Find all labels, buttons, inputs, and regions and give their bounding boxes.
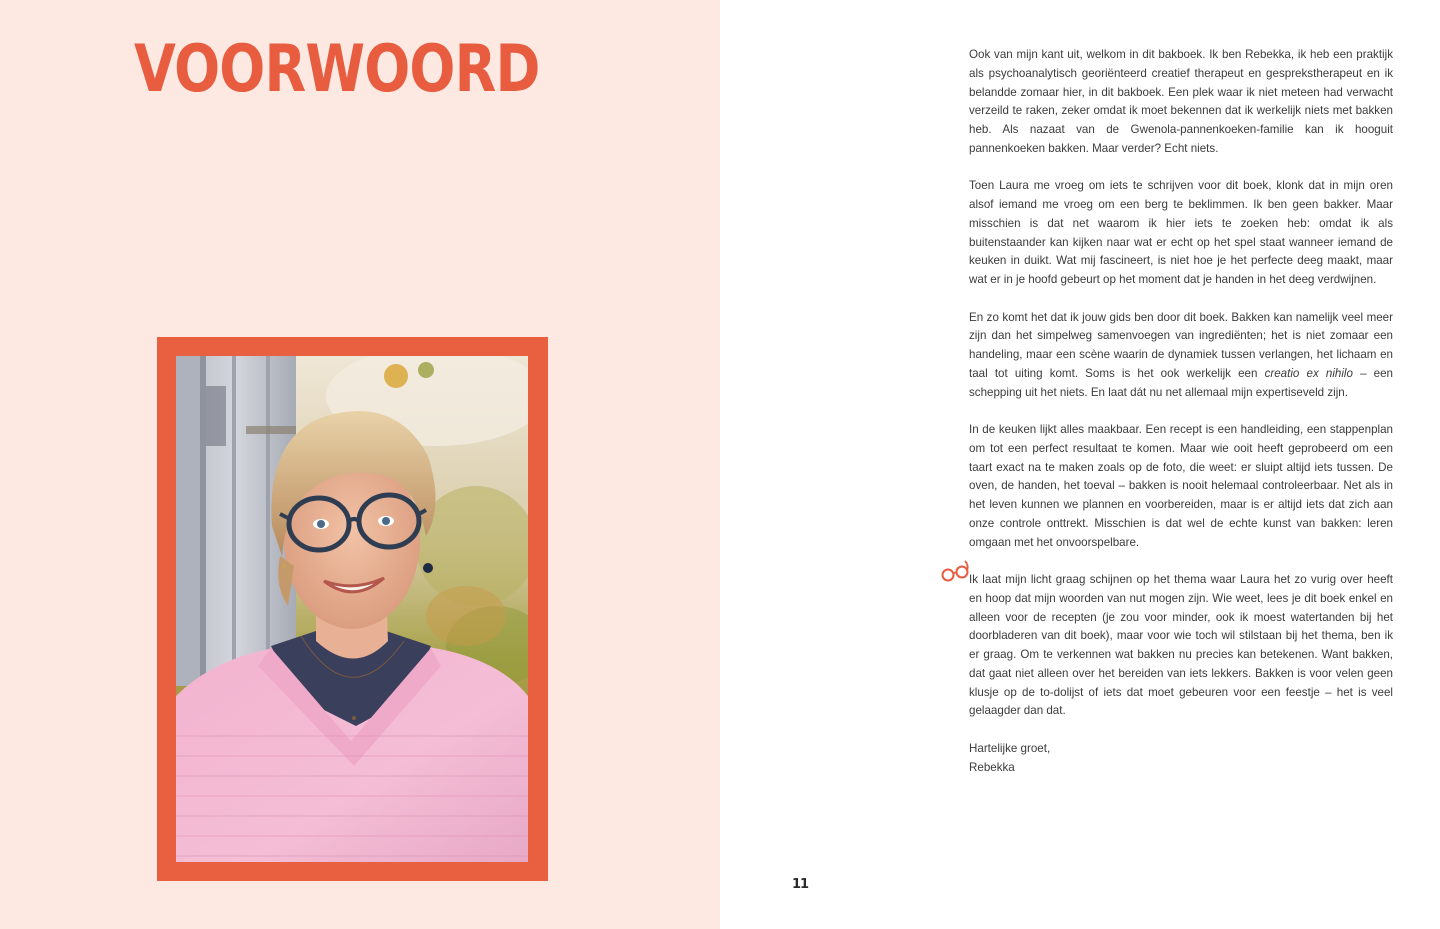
paragraph-3-italic-phrase: creatio ex nihilo: [1264, 366, 1353, 380]
paragraph-3-text-before: En zo komt het dat ik jouw gids ben door dit boek. Bakken kan namelijk veel meer zijn dan het simpelweg samenvoegen van ingrediënten; het is niet zomaar een handeling, maar een scène waarin de dynamiek tussen verlangen, het lichaam en taal tot uiting komt. Soms is het ook werkelijk een: [969, 310, 1393, 380]
portrait-illustration: [176, 356, 528, 862]
paragraph-4: In de keuken lijkt alles maakbaar. Een recept is een handleiding, een stappenplan om tot een perfect resultaat te komen. Maar wie ooit heeft geprobeerd om een taart exact na te maken zoals op de foto, die weet: er sluipt altijd iets tussen. De oven, de handen, het toeval – bakken is nooit helemaal controleerbaar. Net als in het leven kunnen we plannen en voorbereiden, maar is er altijd iets dat zich aan onze controle onttrekt. Misschien is dat wel de echte kunst van bakken: leren omgaan met het onvoorspelbare.: [969, 423, 1393, 549]
paragraph-3-text-after: – een schepping uit het niets. En laat dát nu net allemaal mijn expertiseveld zijn.: [969, 366, 1394, 399]
signoff-greeting: Hartelijke groet,: [969, 741, 1051, 755]
signoff: [969, 740, 1393, 778]
paragraph-1: Ook van mijn kant uit, welkom in dit bakboek. Ik ben Rebekka, ik heb een praktijk als psychoanalytisch georiënteerd creatief therapeut en gesprekstherapeut en ik belandde zomaar hier, in dit bakboek. Een plek waar ik niet meteen had verwacht verzeild te raken, zeker omdat ik moet bekennen dat ik werkelijk niets met bakken heb. Als nazaat van de Gwenola-pannenkoeken-familie kan ik hooguit pannenkoeken bakken. Maar verder? Echt niets.: [969, 48, 1393, 155]
photo-frame: [157, 337, 548, 881]
paragraph-2: Toen Laura me vroeg om iets te schrijven voor dit boek, klonk dat in mijn oren alsof iemand me vroeg om een berg te beklimmen. Ik ben geen bakker. Maar misschien is dat net waarom ik hier iets te zoeken heb: omdat ik als buitenstaander kan kijken naar wat er echt op het spel staat wanneer iemand de keuken in duikt. Wat mij fascineert, is niet hoe je het perfecte deeg maakt, maar wat er in je hoofd gebeurt op het moment dat je handen in het deeg verdwijnen.: [969, 179, 1393, 286]
foreword-text: [969, 46, 1393, 796]
page-title: VOORWOORD: [134, 31, 540, 107]
author-portrait-photo: [176, 356, 528, 862]
paragraph-5: Ik laat mijn licht graag schijnen op het thema waar Laura het zo vurig over heeft en hoop dat mijn woorden van nut mogen zijn. Wie weet, lees je dit boek enkel en alleen voor de recepten (je zou voor minder, ook ik moest watertanden bij het doorbladeren van dit boek), maar voor wie toch wil stilstaan bij het thema, ben ik er graag. Om te verkennen wat bakken nu precies kan betekenen. Want bakken, dat gaat niet alleen over het bereiden van iets lekkers. Bakken is voor velen geen klusje op de to-dolijst of iets dat moet gebeuren voor een feestje – het is veel gelaagder dan dat.: [969, 573, 1393, 718]
signoff-name: Rebekka: [969, 760, 1015, 774]
glasses-icon: [941, 559, 971, 583]
paragraph-3: [969, 309, 1393, 403]
page-number: 11: [791, 877, 809, 892]
